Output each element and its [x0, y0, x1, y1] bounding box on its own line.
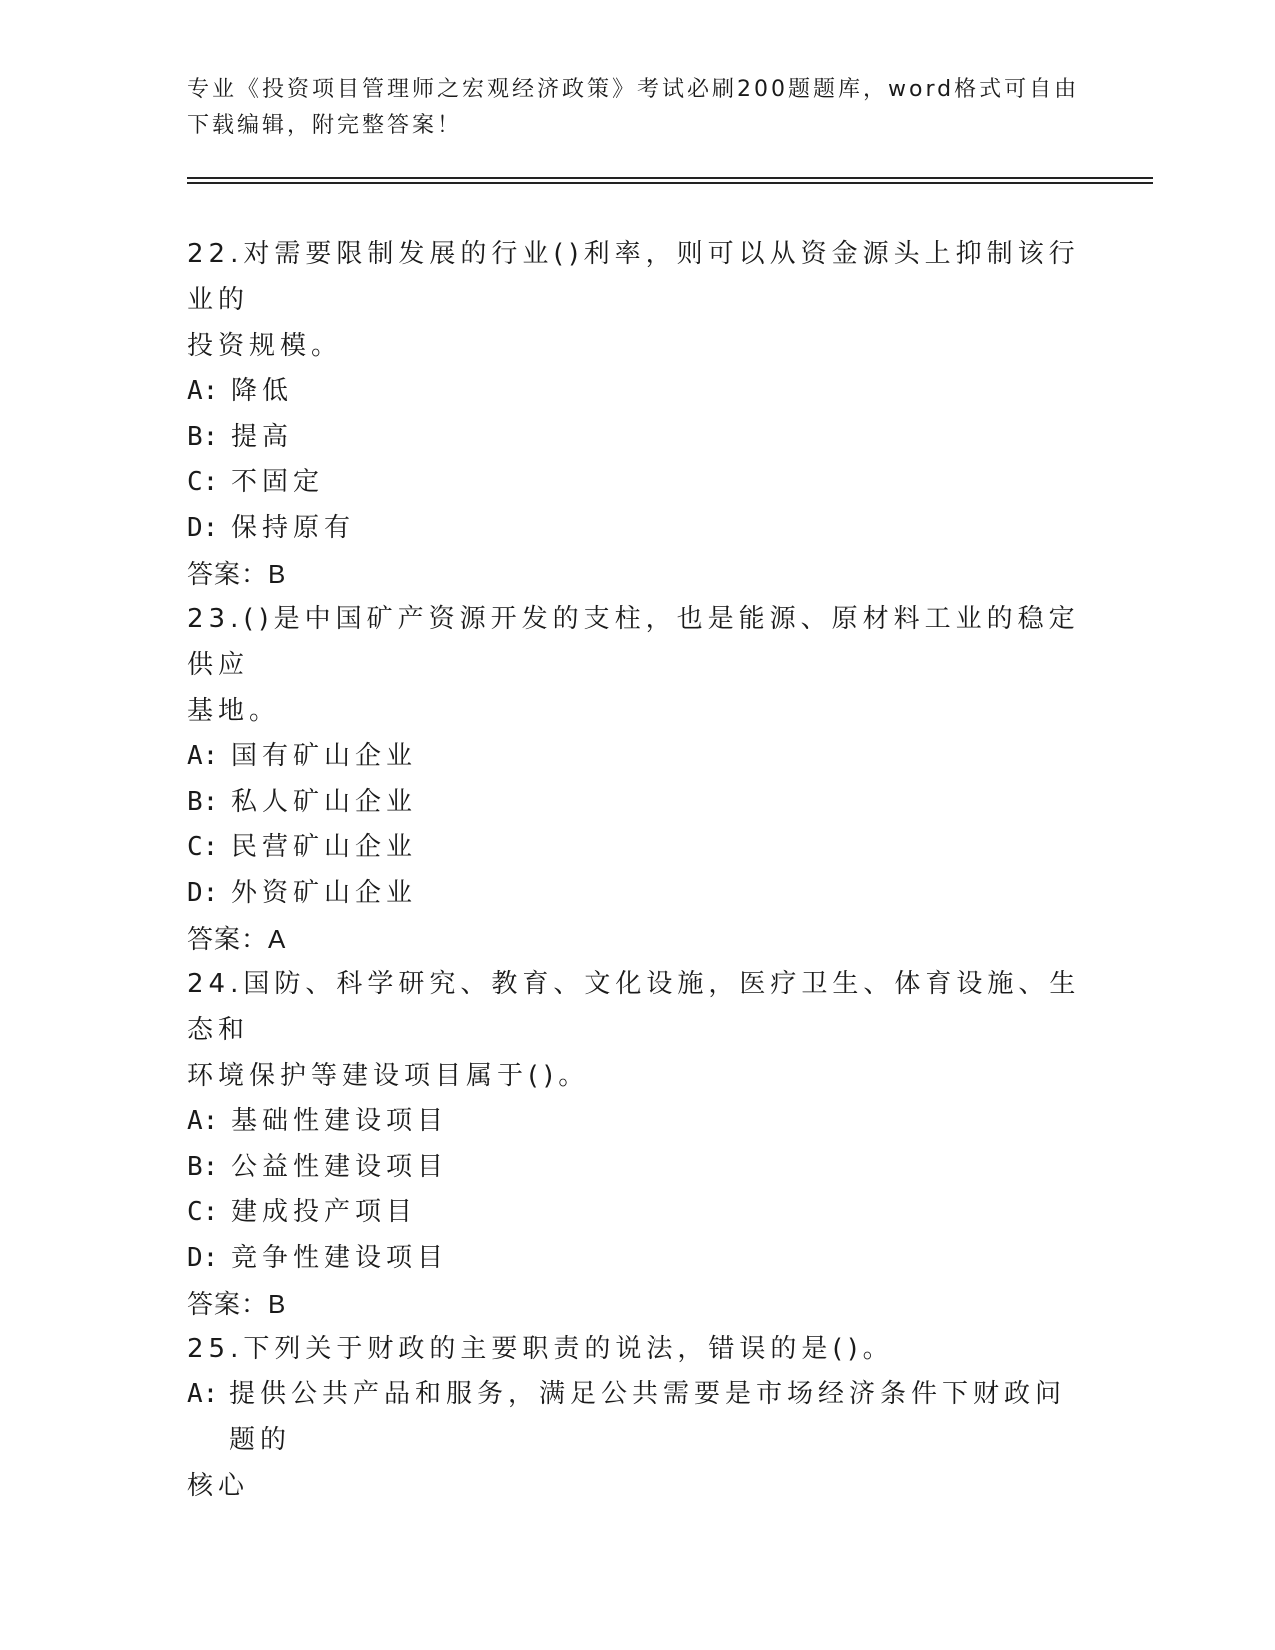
answer-line	[187, 551, 1087, 598]
answer-value: A	[268, 924, 287, 954]
option-text: 基础性建设项目	[231, 1106, 449, 1136]
question-24	[187, 961, 1087, 1328]
option-text: 降低	[231, 376, 294, 406]
option-d	[187, 506, 1087, 552]
option-text: 不固定	[231, 467, 325, 497]
option-a	[187, 1372, 1087, 1463]
option-text: 提高	[231, 421, 294, 452]
option-text: 竞争性建设项目	[231, 1242, 449, 1273]
question-text-line-2: 环境保护等建设项目属于()。	[187, 1061, 590, 1091]
option-label: A:	[187, 741, 219, 771]
option-a	[187, 734, 1087, 780]
option-label: A:	[187, 1379, 219, 1409]
question-text-line-1: 23.()是中国矿产资源开发的支柱，也是能源、原材料工业的稳定供应	[187, 604, 1080, 680]
question-text-line-2: 基地。	[187, 696, 281, 726]
header-line-2: 下载编辑，附完整答案！	[187, 113, 463, 138]
header-divider-top	[187, 177, 1153, 179]
question-text-line-1: 22.对需要限制发展的行业()利率，则可以从资金源头上抑制该行业的	[187, 239, 1080, 315]
option-label: D:	[187, 1242, 219, 1273]
option-label: C:	[187, 832, 219, 862]
question-23	[187, 596, 1087, 963]
question-text-line-1: 25.下列关于财政的主要职责的说法，错误的是()。	[187, 1334, 894, 1364]
answer-value: B	[268, 1289, 287, 1319]
option-text: 外资矿山企业	[231, 877, 418, 908]
answer-line	[187, 1281, 1087, 1328]
option-label: A:	[187, 1106, 219, 1136]
option-d	[187, 1236, 1087, 1282]
option-c	[187, 460, 1087, 506]
option-label: B:	[187, 1151, 219, 1182]
option-text: 国有矿山企业	[231, 741, 418, 771]
option-text: 私人矿山企业	[231, 786, 418, 817]
option-label: B:	[187, 421, 219, 452]
document-header	[187, 72, 1087, 144]
answer-label: 答案：	[187, 925, 269, 955]
option-text: 提供公共产品和服务，满足公共需要是市场经济条件下财政问题的	[229, 1379, 1067, 1455]
option-text: 保持原有	[231, 512, 356, 543]
option-label: D:	[187, 512, 219, 543]
question-text-line-1: 24.国防、科学研究、教育、文化设施，医疗卫生、体育设施、生态和	[187, 969, 1081, 1045]
option-b	[187, 1145, 1087, 1191]
header-divider-bottom	[187, 182, 1153, 184]
option-label: A:	[187, 376, 219, 406]
option-d	[187, 871, 1087, 917]
answer-label: 答案：	[187, 560, 269, 590]
question-22	[187, 231, 1087, 598]
option-label: D:	[187, 877, 219, 908]
answer-label: 答案：	[187, 1290, 269, 1320]
option-text: 建成投产项目	[231, 1197, 418, 1227]
option-c	[187, 1190, 1087, 1236]
answer-line	[187, 916, 1087, 963]
question-25	[187, 1326, 1087, 1509]
option-label: C:	[187, 467, 219, 497]
option-text: 民营矿山企业	[231, 832, 418, 862]
option-a	[187, 369, 1087, 415]
question-text-line-2: 投资规模。	[187, 331, 343, 361]
option-a	[187, 1099, 1087, 1145]
option-a-continuation: 核心	[187, 1471, 250, 1501]
option-label: C:	[187, 1197, 219, 1227]
option-b	[187, 780, 1087, 826]
option-text: 公益性建设项目	[231, 1151, 449, 1182]
option-b	[187, 415, 1087, 461]
option-c	[187, 825, 1087, 871]
option-label: B:	[187, 786, 219, 817]
answer-value: B	[268, 559, 287, 589]
header-line-1: 专业《投资项目管理师之宏观经济政策》考试必刷200题题库，word格式可自由	[187, 77, 1080, 102]
